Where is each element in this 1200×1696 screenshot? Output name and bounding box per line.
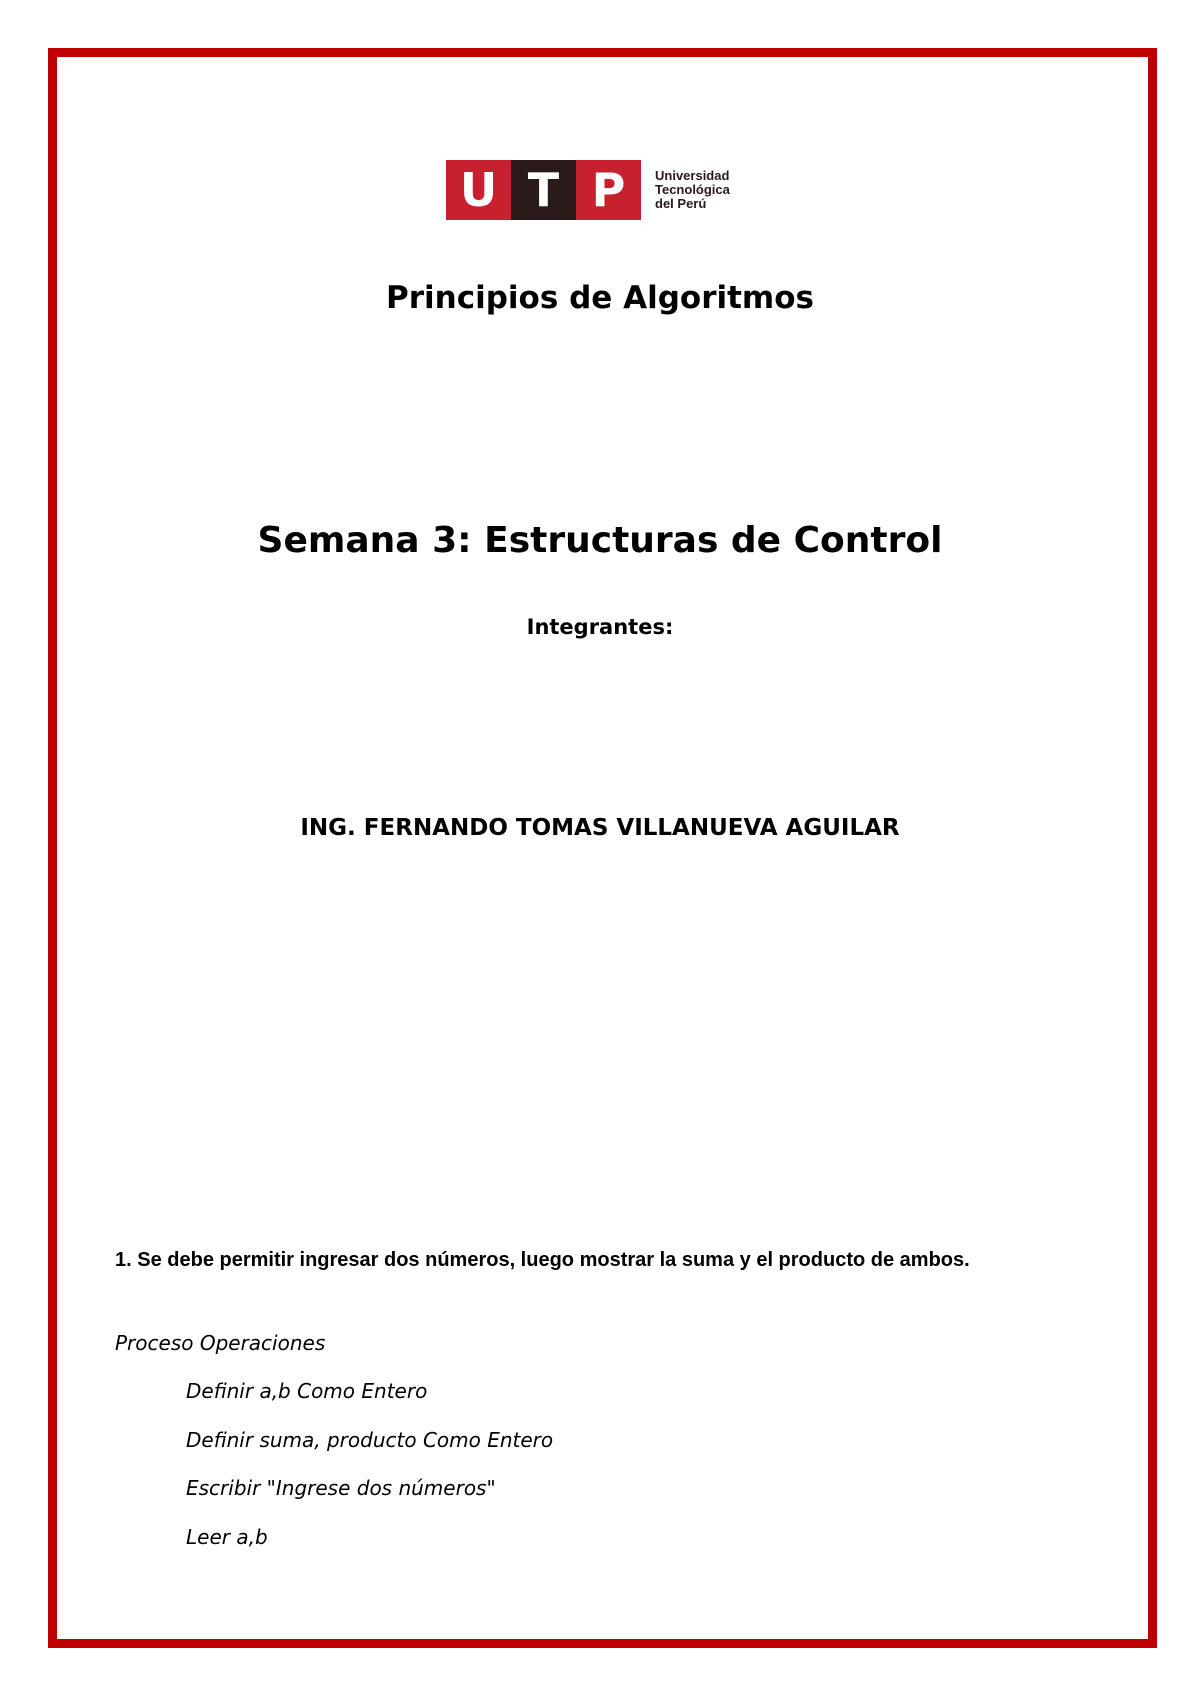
course-title: Principios de Algoritmos <box>386 280 814 316</box>
logo-letter-p: P <box>576 160 641 220</box>
logo-text-line: Tecnológica <box>655 182 730 197</box>
code-line: Escribir "Ingrese dos números" <box>186 1476 496 1500</box>
logo-letter-u: U <box>446 160 511 220</box>
teacher-name: ING. FERNANDO TOMAS VILLANUEVA AGUILAR <box>300 815 900 841</box>
utp-logo <box>446 160 730 220</box>
code-line: Definir suma, producto Como Entero <box>186 1428 554 1452</box>
logo-text-line: del Perú <box>655 196 707 211</box>
question-text: 1. Se debe permitir ingresar dos números, luego mostrar la suma y el producto de ambos. <box>115 1249 970 1271</box>
logo-text-line: Universidad <box>655 168 730 183</box>
members-label: Integrantes: <box>526 615 674 639</box>
week-title: Semana 3: Estructuras de Control <box>257 520 943 561</box>
code-line: Definir a,b Como Entero <box>186 1379 428 1403</box>
logo-letter-t: T <box>511 160 576 220</box>
code-line: Proceso Operaciones <box>115 1331 326 1355</box>
code-line: Leer a,b <box>186 1525 268 1549</box>
logo-wordmark <box>655 169 730 211</box>
